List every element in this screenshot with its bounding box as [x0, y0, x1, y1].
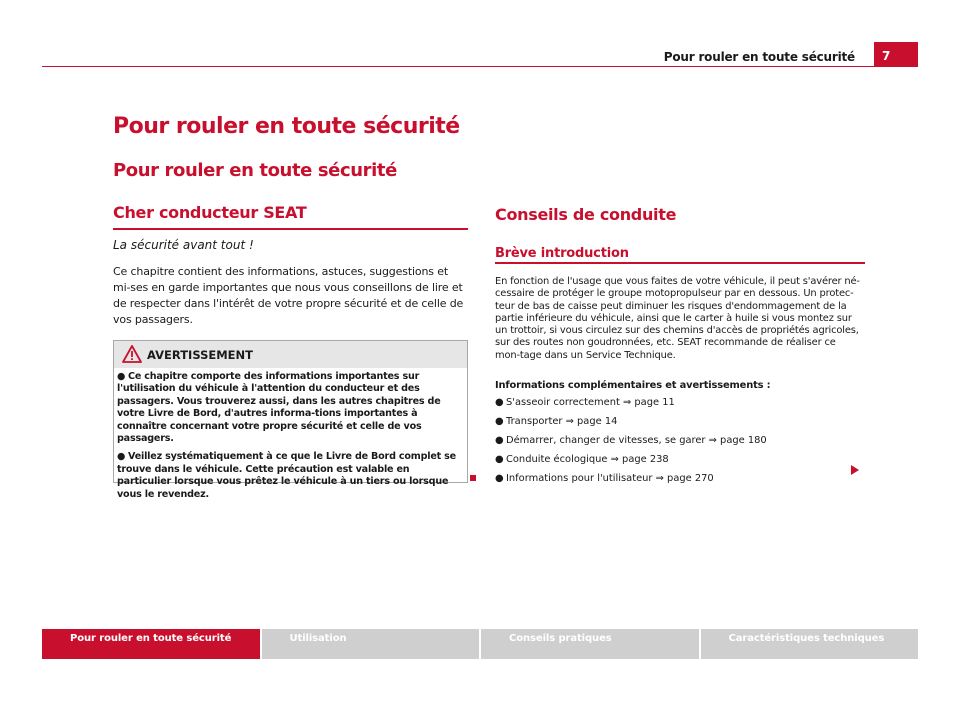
info-list	[495, 397, 855, 492]
running-header-title: Pour rouler en toute sécurité	[663, 50, 855, 64]
left-paragraph: Ce chapitre contient des informations, astuces, suggestions et mi-ses en garde importantes que nous vous conseillons de lire et de respecter dans l'intérêt de votre propre sécurité et de celle de vos passagers.	[113, 265, 464, 326]
left-heading: Cher conducteur SEAT	[113, 203, 307, 222]
tab-pour-rouler[interactable]: Pour rouler en toute sécurité	[42, 629, 260, 659]
warning-body	[117, 371, 464, 507]
chapter-title: Pour rouler en toute sécurité	[113, 114, 460, 139]
bullet-icon: ●	[117, 451, 126, 463]
list-item[interactable]	[495, 435, 855, 454]
list-item-text: Conduite écologique ⇒ page 238	[506, 454, 669, 465]
list-item[interactable]	[495, 416, 855, 435]
continue-arrow-icon	[851, 465, 859, 475]
bullet-icon: ●	[117, 371, 126, 382]
right-paragraph: En fonction de l'usage que vous faites de votre véhicule, il peut s'avérer né-cessaire de protéger le groupe motopropulseur par en dessous. Un protec-teur de bas de caisse peut diminuer les risques d'endommagement de la partie inférieure du véhicule, ainsi que le carter à huile si vous montez sur un trottoir, si vous circulez sur des chemins d'accès de propriétés agricoles, sur des routes non goudronnées, etc. SEAT recommande de réaliser ce mon-tage dans un Service Technique.	[495, 276, 860, 361]
page-number-badge: 7	[874, 42, 918, 67]
list-item-text: S'asseoir correctement ⇒ page 11	[506, 397, 675, 408]
right-subheading: Brève introduction	[495, 246, 629, 261]
bullet-icon: ●	[495, 416, 504, 427]
right-heading: Conseils de conduite	[495, 205, 677, 224]
end-of-section-marker-icon	[470, 475, 476, 481]
bullet-icon: ●	[495, 454, 504, 465]
section-title: Pour rouler en toute sécurité	[113, 160, 397, 181]
tab-utilisation[interactable]: Utilisation	[262, 629, 480, 659]
bullet-icon: ●	[495, 397, 504, 408]
warning-title: AVERTISSEMENT	[147, 348, 254, 362]
list-item-text: Informations pour l'utilisateur ⇒ page 270	[506, 473, 714, 484]
list-item[interactable]	[495, 473, 855, 492]
info-heading: Informations complémentaires et avertissements :	[495, 380, 771, 391]
list-item-text: Transporter ⇒ page 14	[506, 416, 618, 427]
tab-caracteristiques[interactable]: Caractéristiques techniques	[701, 629, 919, 659]
warning-item-text: Ce chapitre comporte des informations importantes sur l'utilisation du véhicule à l'attention du conducteur et des passagers. Vous trouverez aussi, dans les autres chapitres de votre Livre de Bord, d'autres informa-tions importantes à connaître concernant votre propre sécurité et celle de vos passagers.	[117, 371, 441, 445]
warning-item	[117, 371, 464, 445]
bullet-icon: ●	[495, 435, 504, 446]
list-item-text: Démarrer, changer de vitesses, se garer ⇒ page 180	[506, 435, 767, 446]
left-heading-rule	[113, 228, 468, 230]
bullet-icon: ●	[495, 473, 504, 484]
footer-tab-bar	[42, 629, 918, 659]
left-intro: La sécurité avant tout !	[113, 238, 254, 252]
list-item[interactable]	[495, 397, 855, 416]
right-subheading-rule	[495, 262, 865, 264]
header-rule	[42, 66, 874, 67]
warning-triangle-icon	[122, 345, 142, 363]
tab-conseils-pratiques[interactable]: Conseils pratiques	[481, 629, 699, 659]
list-item[interactable]	[495, 454, 855, 473]
warning-item	[117, 451, 464, 501]
warning-item-text: Veillez systématiquement à ce que le Livre de Bord complet se trouve dans le véhicule. Cette précaution est valable en particulier lorsque vous prêtez le véhicule à un tiers ou lorsque vous le revendez.	[117, 451, 456, 500]
